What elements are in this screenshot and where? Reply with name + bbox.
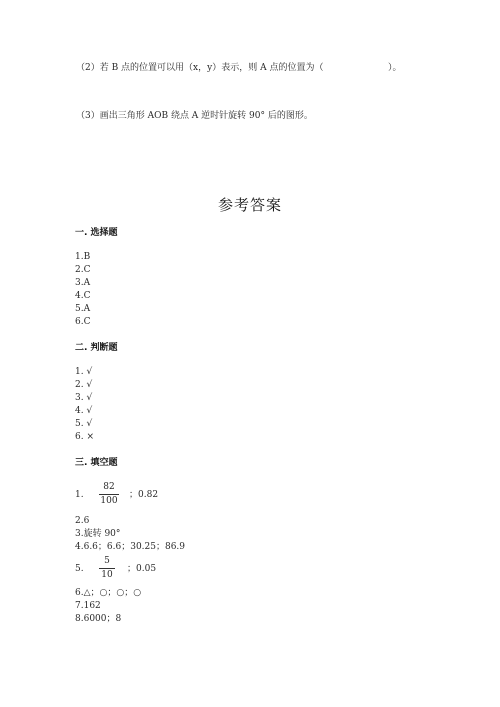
list-item: 6. × bbox=[75, 432, 94, 442]
fraction-bar bbox=[99, 494, 119, 495]
list-item: 2.6 bbox=[75, 516, 90, 526]
fill-item-1-rest: ；0.82 bbox=[129, 490, 159, 500]
fill-item-5-rest: ；0.05 bbox=[127, 564, 157, 574]
list-item: 2. √ bbox=[75, 380, 93, 390]
list-item: 3. √ bbox=[75, 393, 93, 403]
fraction-numerator: 82 bbox=[103, 482, 115, 492]
list-item: 8.6000；8 bbox=[75, 614, 122, 624]
fraction-denominator: 100 bbox=[100, 496, 118, 506]
answer-key-title: 参考答案 bbox=[217, 196, 282, 214]
question-3-text: （3）画出三角形 AOB 绕点 A 逆时针旋转 90° 后的图形。 bbox=[76, 111, 313, 121]
fraction-5-10 bbox=[99, 556, 115, 581]
list-item: 2.C bbox=[75, 265, 91, 275]
fraction-bar bbox=[99, 568, 115, 569]
list-item: 3.旋转 90° bbox=[75, 529, 121, 539]
list-item: 4.C bbox=[75, 291, 91, 301]
fraction-82-100 bbox=[99, 482, 119, 507]
list-item: 4.6.6；6.6；30.25；86.9 bbox=[75, 542, 186, 552]
question-2-closing: ）。 bbox=[388, 63, 402, 73]
section-fill-heading: 三. 填空题 bbox=[75, 458, 118, 468]
fill-item-5-prefix: 5. bbox=[75, 564, 84, 574]
fill-item-1-prefix: 1. bbox=[75, 490, 84, 500]
list-item: 1.B bbox=[75, 252, 91, 262]
list-item: 3.A bbox=[75, 278, 91, 288]
section-choice-heading: 一. 选择题 bbox=[75, 228, 118, 238]
list-item: 5. √ bbox=[75, 419, 93, 429]
fraction-numerator: 5 bbox=[104, 556, 110, 566]
list-item: 5.A bbox=[75, 304, 91, 314]
list-item: 7.162 bbox=[75, 601, 101, 611]
section-judgement-heading: 二. 判断题 bbox=[75, 343, 118, 353]
list-item: 6.△；○；○；○ bbox=[75, 588, 142, 598]
list-item: 6.C bbox=[75, 317, 91, 327]
list-item: 1. √ bbox=[75, 367, 93, 377]
list-item: 4. √ bbox=[75, 406, 93, 416]
fraction-denominator: 10 bbox=[101, 570, 113, 580]
question-2-text: （2）若 B 点的位置可以用（x，y）表示，则 A 点的位置为（ bbox=[76, 63, 324, 73]
